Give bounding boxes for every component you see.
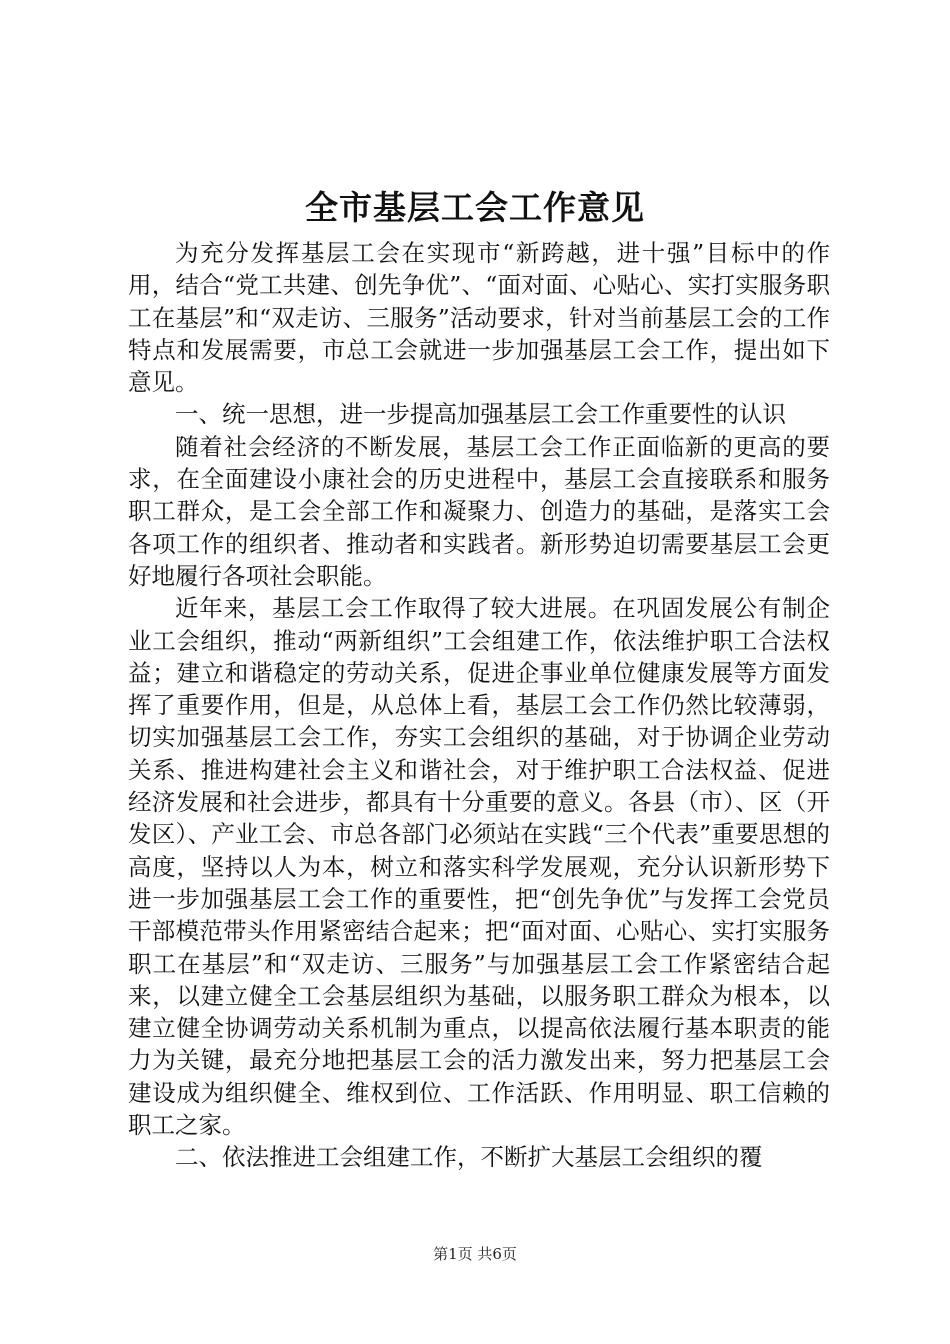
section-heading-1: 一、统一思想，进一步提高加强基层工会工作重要性的认识 xyxy=(175,400,786,429)
paragraph-progress: 近年来，基层工会工作取得了较大进展。在巩固发展公有制企业工会组织，推动“两新组织”工会组建工作，依法维护职工合法权益；建立和谐稳定的劳动关系，促进企事业单位健康发展等方面发挥了重要作用，但是，从总体上看，基层工会工作仍然比较薄弱，切实加强基层工会工作，夯实工会组织的基础，对于协调企业劳动关系、推进构建社会主义和谐社会，对于维护职工合法权益、促进经济发展和社会进步，都具有十分重要的意义。各县（市）、区（开发区）、产业工会、市总各部门必须站在实践“三个代表”重要思想的高度，坚持以人为本，树立和落实科学发展观，充分认识新形势下进一步加强基层工会工作的重要性，把“创先争优”与发挥工会党员干部模范带头作用紧密结合起来；把“面对面、心贴心、实打实服务职工在基层”和“双走访、三服务”与加强基层工会工作紧密结合起来，以建立健全工会基层组织为基础，以服务职工群众为根本，以建立健全协调劳动关系机制为重点，以提高依法履行基本职责的能力为关键，最充分地把基层工会的活力激发出来，努力把基层工会建设成为组织健全、维权到位、工作活跃、作用明显、职工信赖的职工之家。 xyxy=(128,594,830,1140)
page-number-footer: 第1页 共6页 xyxy=(433,1245,517,1263)
document-body xyxy=(128,237,830,1174)
paragraph-intro: 为充分发挥基层工会在实现市“新跨越，进十强”目标中的作用，结合“党工共建、创先争优”、“面对面、心贴心、实打实服务职工在基层”和“双走访、三服务”活动要求，针对当前基层工会的工作特点和发展需要，市总工会就进一步加强基层工会工作，提出如下意见。 xyxy=(128,239,830,397)
section-heading-2: 二、依法推进工会组建工作，不断扩大基层工会组织的覆 xyxy=(175,1143,763,1172)
document-title: 全市基层工会工作意见 xyxy=(305,188,645,227)
paragraph-context: 随着社会经济的不断发展，基层工会工作正面临新的更高的要求，在全面建设小康社会的历史进程中，基层工会直接联系和服务职工群众，是工会全部工作和凝聚力、创造力的基础，是落实工会各项工作的组织者、推动者和实践者。新形势迫切需要基层工会更好地履行各项社会职能。 xyxy=(128,432,830,590)
